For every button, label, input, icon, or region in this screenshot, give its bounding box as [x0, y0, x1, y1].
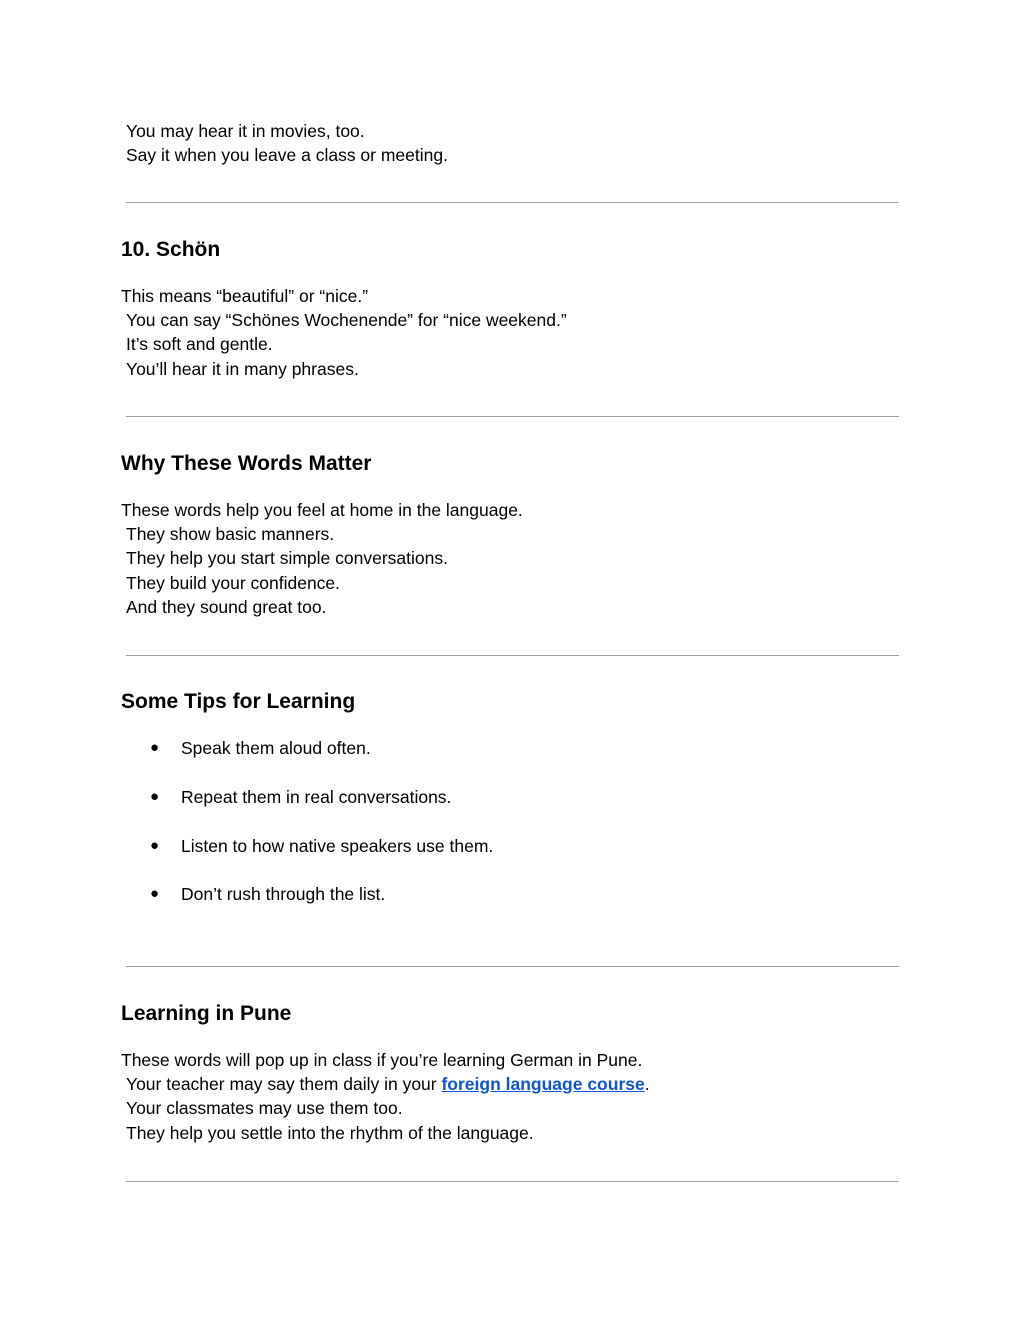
horizontal-rule	[126, 202, 899, 203]
intro-line-1: You may hear it in movies, too.	[126, 121, 365, 141]
schoen-line-4: You’ll hear it in many phrases.	[126, 359, 359, 379]
why-line-3: They help you start simple conversations.	[126, 548, 448, 568]
schoen-line-3: It’s soft and gentle.	[126, 334, 273, 354]
tip-text: Speak them aloud often.	[181, 738, 371, 758]
schoen-line-2: You can say “Schönes Wochenende” for “nice weekend.”	[126, 310, 567, 330]
tip-text: Don’t rush through the list.	[181, 884, 386, 904]
tips-heading: Some Tips for Learning	[121, 690, 356, 713]
pune-line-3: Your classmates may use them too.	[126, 1098, 403, 1118]
why-line-5: And they sound great too.	[126, 597, 327, 617]
pune-line-4: They help you settle into the rhythm of the language.	[126, 1123, 534, 1143]
pune-line-1: These words will pop up in class if you’re learning German in Pune.	[121, 1050, 643, 1070]
horizontal-rule	[126, 655, 899, 656]
pune-heading: Learning in Pune	[121, 1002, 292, 1025]
schoen-heading: 10. Schön	[121, 238, 221, 261]
pune-line-2-text: Your teacher may say them daily in your	[126, 1074, 442, 1094]
bullet-icon: ●	[150, 788, 160, 805]
why-line-2: They show basic manners.	[126, 524, 335, 544]
pune-line-2-period: .	[644, 1074, 650, 1094]
why-heading: Why These Words Matter	[121, 452, 372, 475]
horizontal-rule	[126, 416, 899, 417]
foreign-language-course-link[interactable]: foreign language course	[441, 1074, 645, 1094]
schoen-line-1: This means “beautiful” or “nice.”	[121, 286, 369, 306]
bullet-icon: ●	[150, 739, 160, 756]
bullet-icon: ●	[150, 837, 160, 854]
tip-text: Repeat them in real conversations.	[181, 787, 452, 807]
why-line-4: They build your confidence.	[126, 573, 341, 593]
intro-line-2: Say it when you leave a class or meeting.	[126, 145, 448, 165]
why-line-1: These words help you feel at home in the language.	[121, 500, 523, 520]
horizontal-rule	[126, 1181, 899, 1182]
horizontal-rule	[126, 966, 899, 967]
pune-line-2	[126, 1074, 650, 1094]
bullet-icon: ●	[150, 885, 160, 902]
tip-text: Listen to how native speakers use them.	[181, 836, 494, 856]
